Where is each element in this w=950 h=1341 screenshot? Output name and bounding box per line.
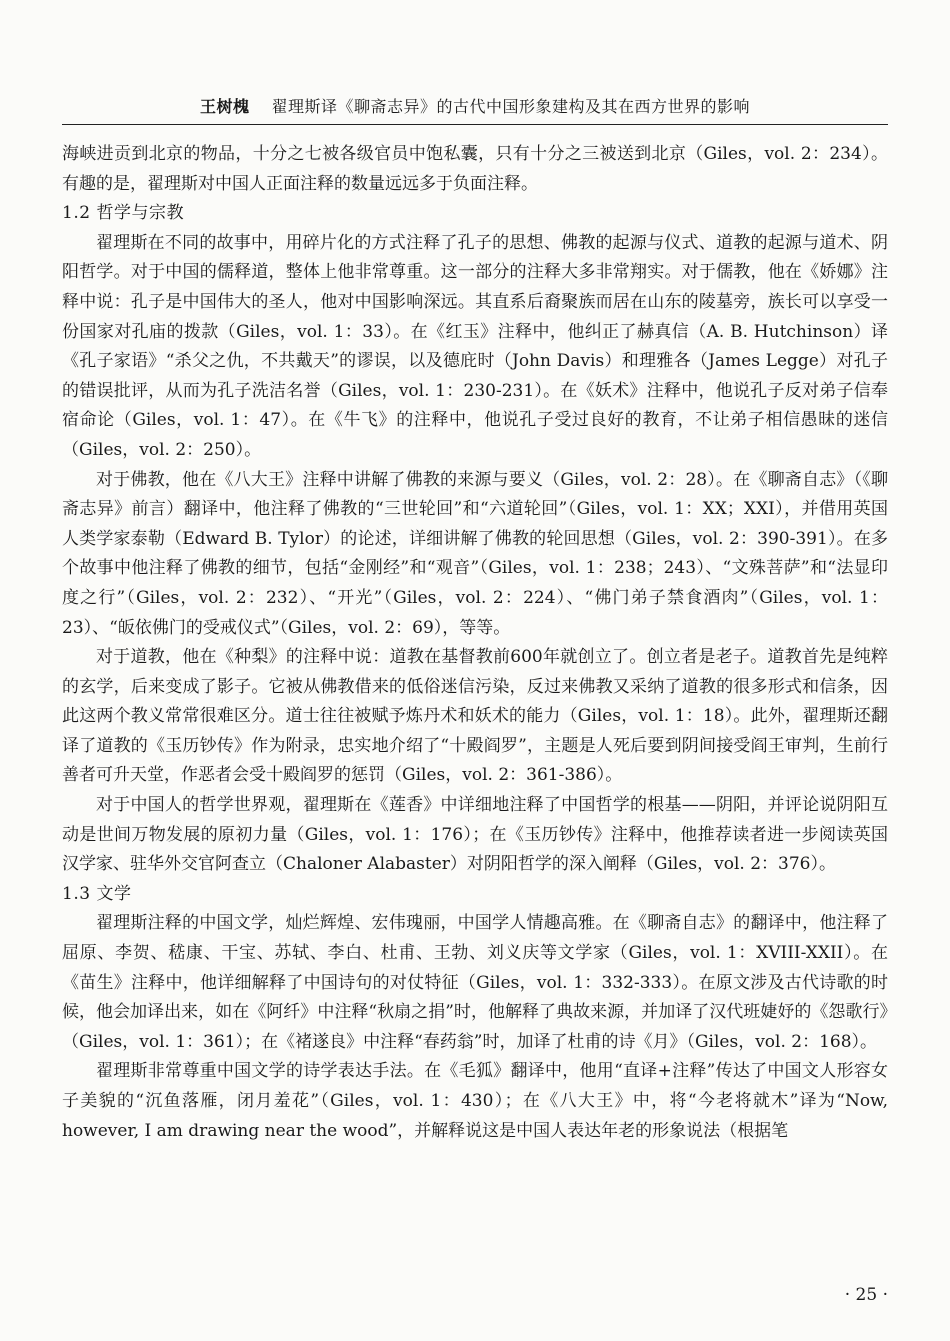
running-header [62,92,888,122]
paragraph-poetics: 翟理斯非常尊重中国文学的诗学表达手法。在《毛狐》翻译中，他用“直译+注释”传达了中国文人形容女子美貌的“沉鱼落雁，闭月羞花”（Giles，vol. 1：430）；在《八大王》中，将“今老将就木”译为“Now, however, I am drawing near the wood”，并解释说这是中国人表达年老的形象说法（根据笔 [62,1061,888,1141]
header-divider [62,124,888,125]
section-heading-literature: 1.3 文学 [62,883,132,904]
article-body [62,140,888,1146]
header-article-title: 翟理斯译《聊斋志异》的古代中国形象建构及其在西方世界的影响 [271,97,751,116]
paragraph-yin-yang: 对于中国人的哲学世界观，翟理斯在《莲香》中详细地注释了中国哲学的根基——阴阳，并评论说阴阳互动是世间万物发展的原初力量（Giles，vol. 1：176）；在《玉历钞传》注释中，他推荐读者进一步阅读英国汉学家、驻华外交官阿查立（Chaloner Alabaster）对阴阳哲学的深入阐释（Giles，vol. 2：376）。 [62,795,888,875]
paragraph-literature: 翟理斯注释的中国文学，灿烂辉煌、宏伟瑰丽，中国学人情趣高雅。在《聊斋自志》的翻译中，他注释了屈原、李贺、嵇康、干宝、苏轼、李白、杜甫、王勃、刘义庆等文学家（Giles，vol. 1：XVIII-XXII）。在《苗生》注释中，他详细解释了中国诗句的对仗特征（Giles，vol. 1：332-333）。在原文涉及古代诗歌的时候，他会加译出来，如在《阿纤》中注释“秋扇之捐”时，他解释了典故来源，并加译了汉代班婕妤的《怨歌行》（Giles，vol. 1：361）；在《褚遂良》中注释“春药翁”时，加译了杜甫的诗《月》（Giles，vol. 2：168）。 [62,913,888,1052]
paragraph-taoism: 对于道教，他在《种梨》的注释中说：道教在基督教前600年就创立了。创立者是老子。道教首先是纯粹的玄学，后来变成了影子。它被从佛教借来的低俗迷信污染，反过来佛教又采纳了道教的很多形式和信条，因此这两个教义常常很难区分。道士往往被赋予炼丹术和妖术的能力（Giles，vol. 1：18）。此外，翟理斯还翻译了道教的《玉历钞传》作为附录，忠实地介绍了“十殿阎罗”，主题是人死后要到阴间接受阎王审判，生前行善者可升天堂，作恶者会受十殿阎罗的惩罚（Giles，vol. 2：361-386）。 [62,647,888,786]
header-author: 王树槐 [199,97,250,116]
section-heading-philosophy-religion: 1.2 哲学与宗教 [62,203,184,224]
paragraph-buddhism: 对于佛教，他在《八大王》注释中讲解了佛教的来源与要义（Giles，vol. 2：28）。在《聊斋自志》（《聊斋志异》前言）翻译中，他注释了佛教的“三世轮回”和“六道轮回”（Giles，vol. 1：XX；XXI），并借用英国人类学家泰勒（Edward B. Tylor）的论述，详细讲解了佛教的轮回思想（Giles，vol. 2：390-391）。在多个故事中他注释了佛教的细节，包括“金刚经”和“观音”（Giles，vol. 1：238；243）、“文殊菩萨”和“法显印度之行”（Giles，vol. 2：232）、“开光”（Giles，vol. 2：224）、“佛门弟子禁食酒肉”（Giles，vol. 1：23）、“皈依佛门的受戒仪式”（Giles，vol. 2：69），等等。 [62,469,888,638]
paragraph-continued: 海峡进贡到北京的物品，十分之七被各级官员中饱私囊，只有十分之三被送到北京（Giles，vol. 2：234）。有趣的是，翟理斯对中国人正面注释的数量远远多于负面注释。 [62,144,888,194]
page-number: · 25 · [844,1285,888,1305]
paragraph-confucianism: 翟理斯在不同的故事中，用碎片化的方式注释了孔子的思想、佛教的起源与仪式、道教的起源与道术、阴阳哲学。对于中国的儒释道，整体上他非常尊重。这一部分的注释大多非常翔实。对于儒教，他在《娇娜》注释中说：孔子是中国伟大的圣人，他对中国影响深远。其直系后裔聚族而居在山东的陵墓旁，族长可以享受一份国家对孔庙的拨款（Giles，vol. 1：33）。在《红玉》注释中，他纠正了赫真信（A. B. Hutchinson）译《孔子家语》“杀父之仇，不共戴天”的谬误，以及德庇时（John Davis）和理雅各（James Legge）对孔子的错误批评，从而为孔子洗洁名誉（Giles，vol. 1：230-231）。在《妖术》注释中，他说孔子反对弟子信奉宿命论（Giles，vol. 1：47）。在《牛飞》的注释中，他说孔子受过良好的教育，不让弟子相信愚昧的迷信（Giles，vol. 2：250）。 [62,232,888,460]
